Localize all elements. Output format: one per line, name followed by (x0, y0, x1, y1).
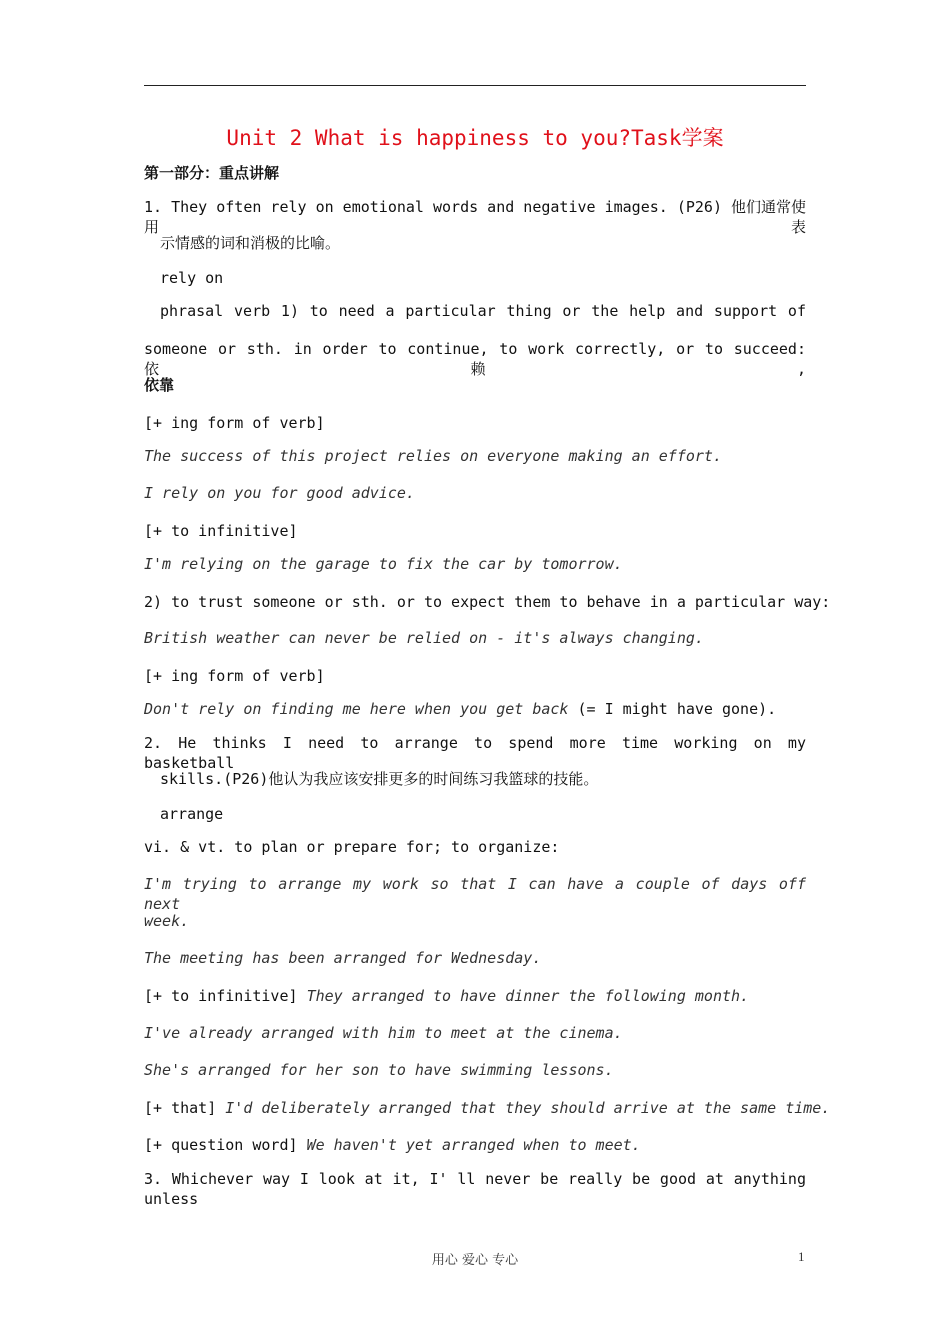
definition-line: 2) to trust someone or sth. or to expect them to behave in a particular way: (144, 593, 831, 611)
example-sentence: week. (144, 912, 190, 930)
example-sentence: I rely on you for good advice. (144, 484, 415, 502)
page-title: Unit 2 What is happiness to you?Task学案 (226, 126, 724, 150)
example-sentence: I've already arranged with him to meet at the cinema. (144, 1024, 623, 1042)
page-footer: 用心 爱心 专心 (431, 1253, 519, 1268)
example-sentence: She's arranged for her son to have swimming lessons. (144, 1061, 614, 1079)
grammar-pattern: [+ ing form of verb] (144, 414, 325, 432)
paragraph-line: skills.(P26)他认为我应该安排更多的时间练习我篮球的技能。 (160, 770, 599, 788)
example-sentence: I'd deliberately arranged that they should arrive at the same time. (225, 1099, 831, 1117)
grammar-pattern: [+ ing form of verb] (144, 667, 325, 685)
grammar-pattern: [+ question word] (144, 1136, 298, 1154)
example-sentence: British weather can never be relied on - it's always changing. (144, 629, 704, 647)
grammar-pattern: [+ that] (144, 1099, 217, 1117)
example-sentence: I'm trying to arrange my work so that I can have a couple of days off next (144, 875, 806, 913)
grammar-pattern-line (144, 1098, 831, 1118)
paragraph-line: 2. He thinks I need to arrange to spend more time working on my basketball (144, 734, 806, 772)
example-sentence: We haven't yet arranged when to meet. (306, 1136, 641, 1154)
grammar-pattern-line (144, 986, 806, 1006)
example-sentence: The meeting has been arranged for Wednesday. (144, 949, 542, 967)
paragraph-line: 1. They often rely on emotional words and negative images. (P26) 他们通常使用表 (144, 198, 807, 236)
example-note: (= I might have gone). (577, 700, 777, 718)
definition-line: phrasal verb 1) to need a particular thing or the help and support of (160, 302, 806, 320)
page-number: 1 (798, 1249, 805, 1264)
section-heading: 第一部分：重点讲解 (144, 164, 280, 182)
grammar-pattern: [+ to infinitive] (144, 987, 298, 1005)
definition-line: vi. & vt. to plan or prepare for; to organize: (144, 838, 560, 856)
example-text: Don't rely on finding me here when you get back (144, 700, 569, 718)
example-sentence (144, 699, 806, 719)
paragraph-line: 示情感的词和消极的比喻。 (160, 234, 341, 252)
example-sentence: The success of this project relies on everyone making an effort. (144, 447, 722, 465)
definition-line: someone or sth. in order to continue, to work correctly, or to succeed: 依赖, (144, 340, 806, 378)
term-heading: arrange (160, 805, 224, 823)
term-heading: rely on (160, 269, 224, 287)
example-sentence: I'm relying on the garage to fix the car by tomorrow. (144, 555, 623, 573)
example-sentence: They arranged to have dinner the following month. (306, 987, 750, 1005)
paragraph-line: 3. Whichever way I look at it, I' ll never be really be good at anything unless (144, 1170, 806, 1208)
grammar-pattern-line (144, 1135, 806, 1155)
header-rule (144, 85, 806, 86)
definition-line: 依靠 (144, 376, 175, 394)
grammar-pattern: [+ to infinitive] (144, 522, 298, 540)
